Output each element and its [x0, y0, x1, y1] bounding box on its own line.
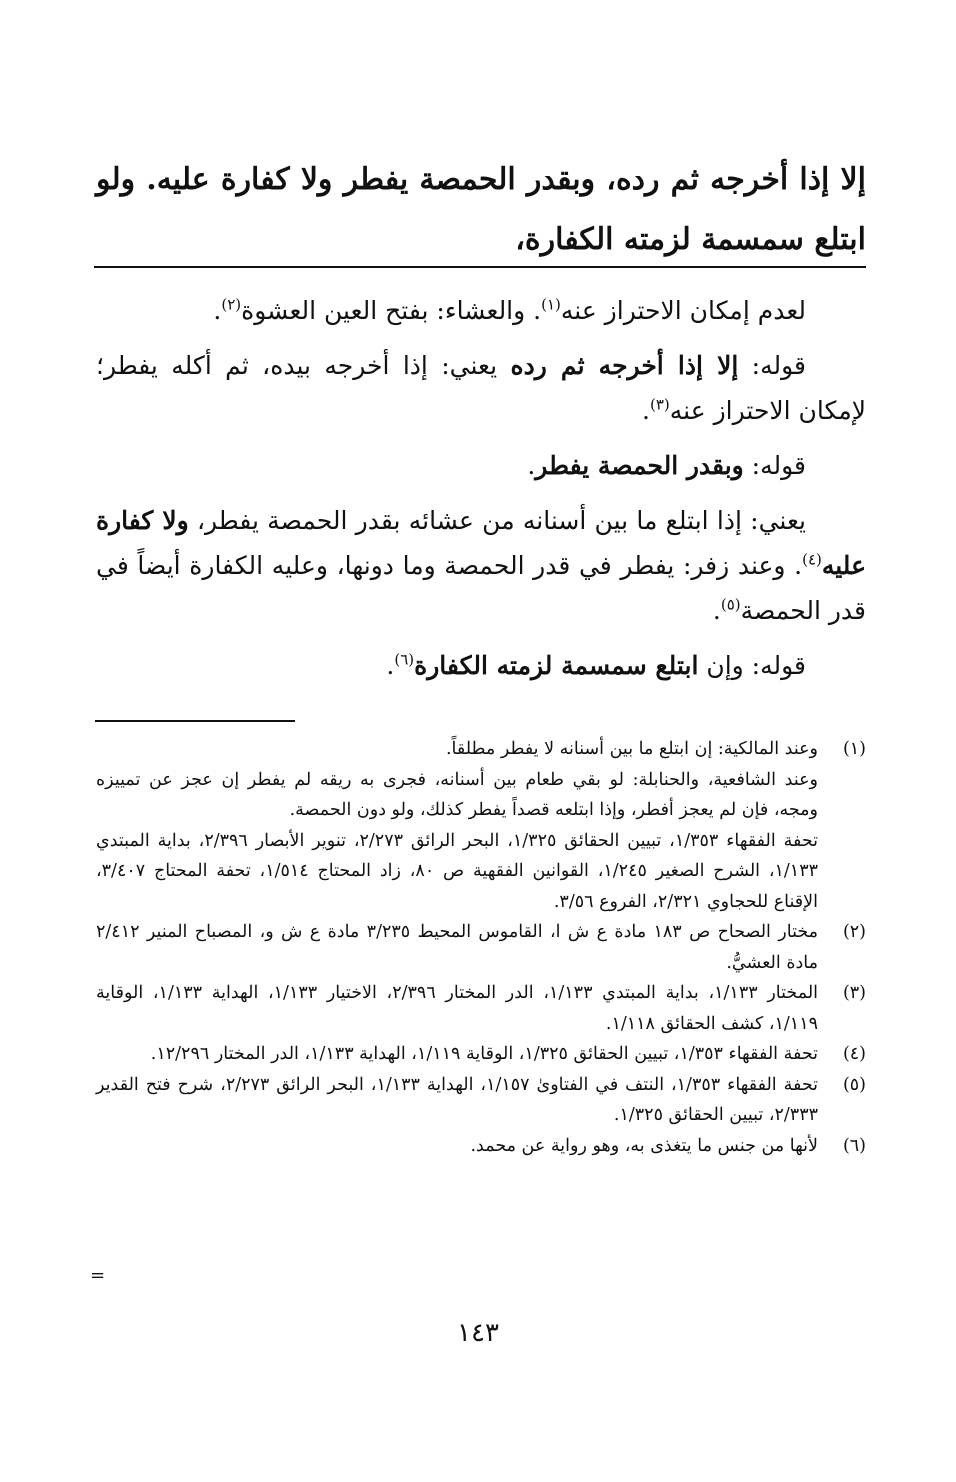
commentary-paragraph: قوله: إلا إذا أخرجه ثم رده يعني: إذا أخرجه بيده، ثم أكله يفطر؛ لإمكان الاحتراز عنه$^{(٣)}$. [96, 351, 866, 425]
commentary [96, 288, 866, 698]
quoted-matn: ابتلع سمسمة لزمته الكفارة [414, 651, 699, 680]
footnote-text: تحفة الفقهاء ١/٣٥٣، النتف في الفتاوىٰ ١/١٥٧، الهداية ١/١٣٣، البحر الرائق ٢/٢٧٣، شرح فتح القدير ٢/٣٣٣، تبيين الحقائق ١/٣٢٥. [96, 1074, 818, 1125]
quoted-matn: ولا كفارة عليه [96, 506, 866, 580]
commentary-paragraph: قوله: وإن ابتلع سمسمة لزمته الكفارة$^{(٦)}$. [386, 650, 806, 680]
footnote [96, 917, 866, 978]
footnote-ref[interactable]: (٥) [720, 595, 741, 614]
quoted-matn: وبقدر الحمصة يفطر [535, 451, 744, 480]
footnote-text: تحفة الفقهاء ١/٣٥٣، تبيين الحقائق ١/٣٢٥، البحر الرائق ٢/٢٧٣، تنوير الأبصار ٢/٣٩٦، بداية المبتدي ١/١٣٣، الشرح الصغير ١/٢٤٥، القوانين الفقهية ص ٨٠، زاد المحتاج ١/٥١٤، تحفة المحتاج ٣/٤٠٧، الإقناع للحجاوي ٢/٣٢١، الفروع ٣/٥٦. [96, 830, 819, 912]
main-text-excerpt [96, 150, 866, 270]
quoted-matn: إلا إذا أخرجه ثم رده [510, 351, 739, 380]
footnote-ref[interactable]: (٣) [650, 395, 670, 414]
commentary-paragraph: قوله: وبقدر الحمصة يفطر. [527, 451, 806, 480]
footnote-ref[interactable]: (٦) [394, 650, 415, 669]
continuation-mark: = [90, 1265, 106, 1286]
footnote [96, 978, 866, 1039]
main-text-line: إلا إذا أخرجه ثم رده، وبقدر الحمصة يفطر ولا كفارة عليه. ولو ابتلع [96, 162, 866, 257]
footnote [96, 1131, 866, 1162]
footnote-text: وعند المالكية: إن ابتلع ما بين أسنانه لا يفطر مطلقاً. [445, 739, 818, 759]
footnote-text: تحفة الفقهاء ١/٣٥٣، تبيين الحقائق ١/٣٢٥، الوقاية ١/١١٩، الهداية ١/١٣٣، الدر المختار ١٢/٢٩٦. [150, 1044, 818, 1064]
footnote-separator [95, 720, 295, 722]
footnote-ref[interactable]: (٤) [802, 550, 822, 569]
footnote-text: وعند الشافعية، والحنابلة: لو بقي طعام بين أسنانه، فجرى به ريقه لم يفطر إن عجز عن تمييزه ومجه، فإن لم يعجز أفطر، وإذا ابتلعه قصداً يفطر كذلك، ولو دون الحمصة. [96, 769, 818, 820]
footnote [96, 734, 866, 917]
footnote [96, 1070, 866, 1131]
footnote-text: المختار ١/١٣٣، بداية المبتدي ١/١٣٣، الدر المختار ٢/٣٩٦، الاختيار ١/١٣٣، الهداية ١/١٣٣، الوقاية ١/١١٩، كشف الحقائق ١/١١٨. [96, 983, 819, 1034]
separator-line [94, 266, 866, 268]
footnote-text: لأنها من جنس ما يتغذى به، وهو رواية عن محمد. [470, 1135, 818, 1156]
footnote-number: (٥) [842, 1074, 866, 1095]
footnote-number: (٤) [842, 1044, 866, 1064]
footnote-text: مختار الصحاح ص ١٨٣ مادة ع ش ا، القاموس المحيط ٣/٢٣٥ مادة ع ش و، المصباح المنير ٢/٤١٢ مادة العشيُّ. [96, 922, 819, 973]
footnote-number: (٢) [842, 922, 866, 942]
footnote-ref[interactable]: (١) [541, 295, 561, 314]
footnote-number: (٣) [842, 983, 866, 1003]
page-number: ١٤٣ [457, 1318, 499, 1348]
footnote [96, 1039, 866, 1070]
footnotes [96, 734, 866, 1161]
footnote-ref[interactable]: (٢) [221, 295, 242, 314]
footnote-number: (٦) [842, 1135, 866, 1156]
footnote-number: (١) [842, 739, 866, 759]
main-text-line: سمسمة لزمته الكفارة، [515, 222, 804, 257]
commentary-paragraph: يعني: إذا ابتلع ما بين أسنانه من عشائه بقدر الحمصة يفطر، ولا كفارة عليه$^{(٤)}$. وعند زفر: يفطر في قدر الحمصة وما دونها، وعليه الكفارة أيضاً في قدر الحمصة$^{(٥)}$. [96, 506, 866, 625]
commentary-paragraph: لعدم إمكان الاحتراز عنه$^{(١)}$. والعشاء: بفتح العين العشوة$^{(٢)}$. [213, 295, 806, 325]
